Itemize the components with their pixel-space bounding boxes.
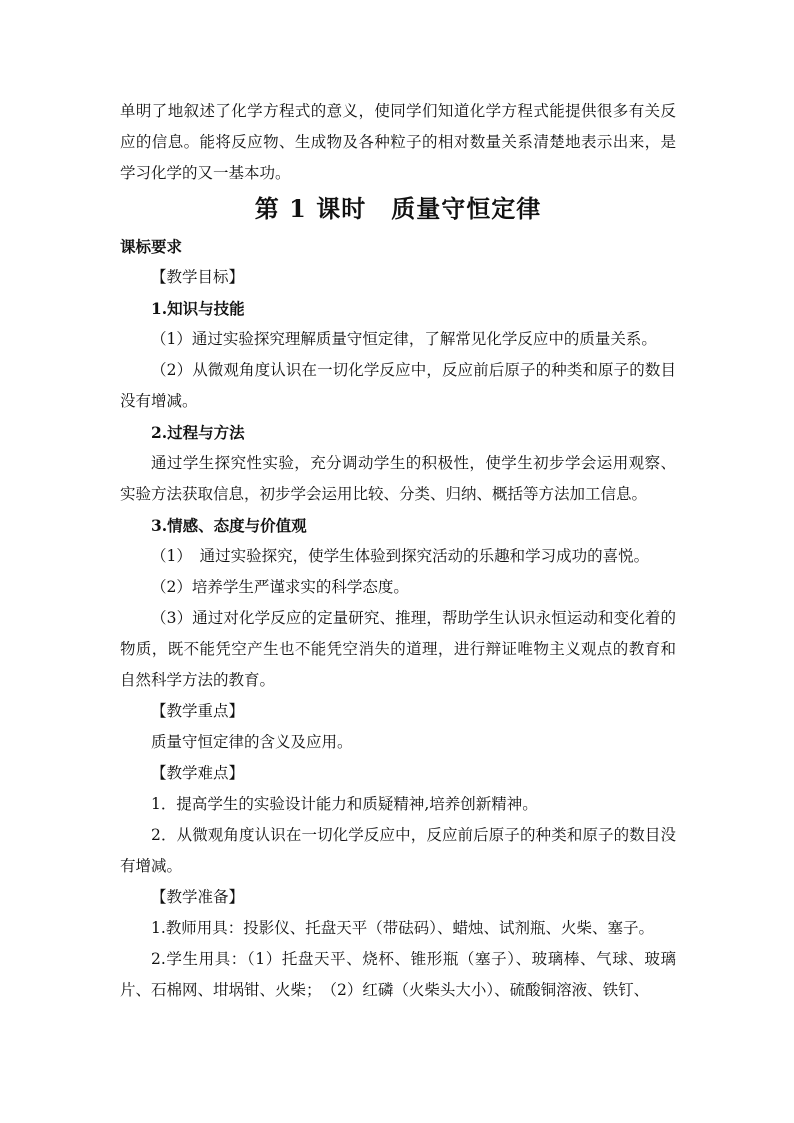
page-content [120,96,676,1006]
emotion-item-2: （2）培养学生严谨求实的科学态度。 [151,578,409,596]
knowledge-item-1: （1）通过实验探究理解质量守恒定律，了解常见化学反应中的质量关系。 [151,330,657,348]
difficulty-item-2: 2．从微观角度认识在一切化学反应中，反应前后原子的种类和原子的数目没有增减。 [120,826,676,875]
process-heading: 2.过程与方法 [151,423,245,442]
emotion-item-3: （3）通过对化学反应的定量研究、推理，帮助学生认识永恒运动和变化着的物质，既不能凭空产生也不能凭空消失的道理，进行辩证唯物主义观点的教育和自然科学方法的教育。 [120,609,676,689]
intro-paragraph: 单明了地叙述了化学方程式的意义，使同学们知道化学方程式能提供很多有关反应的信息。能将反应物、生成物及各种粒子的相对数量关系清楚地表示出来，是学习化学的又一基本功。 [120,102,676,182]
standards-heading: 课标要求 [120,237,183,256]
focus-text: 质量守恒定律的含义及应用。 [151,733,353,751]
difficulty-label: 【教学难点】 [151,764,245,782]
prep-label: 【教学准备】 [151,888,245,906]
prep-item-1: 1.教师用具：投影仪、托盘天平（带砝码）、蜡烛、试剂瓶、火柴、塞子。 [151,919,655,937]
difficulty-item-1: 1．提高学生的实验设计能力和质疑精神,培养创新精神。 [151,795,538,813]
knowledge-item-2: （2）从微观角度认识在一切化学反应中，反应前后原子的种类和原子的数目没有增减。 [120,361,676,410]
emotion-heading: 3.情感、态度与价值观 [151,516,307,535]
knowledge-heading: 1.知识与技能 [151,299,245,318]
focus-label: 【教学重点】 [151,702,245,720]
process-text: 通过学生探究性实验，充分调动学生的积极性，使学生初步学会运用观察、实验方法获取信息，初步学会运用比较、分类、归纳、概括等方法加工信息。 [120,454,676,503]
emotion-item-1: （1） 通过实验探究，使学生体验到探究活动的乐趣和学习成功的喜悦。 [151,547,650,565]
objectives-label: 【教学目标】 [151,268,245,286]
prep-item-2: 2.学生用具：（1）托盘天平、烧杯、锥形瓶（塞子）、玻璃棒、气球、玻璃片、石棉网、坩埚钳、火柴； （2）红磷（火柴头大小）、硫酸铜溶液、铁钉、 [120,950,676,999]
lesson-title: 第 1 课时 质量守恒定律 [254,194,542,223]
